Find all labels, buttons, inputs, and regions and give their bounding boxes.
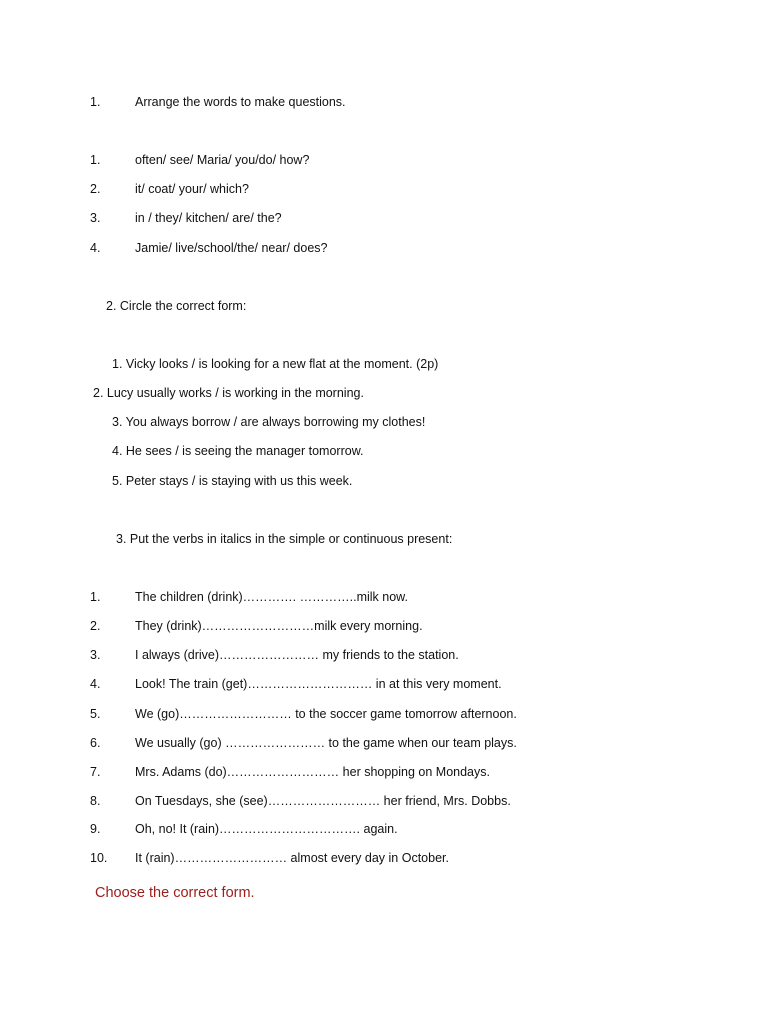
section2-item: 3. You always borrow / are always borrowing my clothes!	[112, 415, 426, 429]
section3-item-number: 9.	[90, 822, 101, 836]
section3-item-text: I always (drive)…………………… my friends to the station.	[135, 648, 459, 662]
section2-item: 1. Vicky looks / is looking for a new flat at the moment. (2p)	[112, 357, 439, 371]
footer-note: Choose the correct form.	[95, 885, 255, 901]
section1-heading: Arrange the words to make questions.	[135, 95, 346, 109]
section3-item-text: We usually (go) …………………… to the game when our team plays.	[135, 736, 517, 750]
section1-item-number: 3.	[90, 211, 101, 225]
section3-item-text: On Tuesdays, she (see)……………………… her friend, Mrs. Dobbs.	[135, 794, 511, 808]
section3-item-number: 6.	[90, 736, 101, 750]
section1-heading-number: 1.	[90, 95, 101, 109]
section3-item-number: 10.	[90, 851, 108, 865]
section3-item-text: The children (drink)…………. …………..milk now.	[135, 590, 408, 604]
section2-item: 5. Peter stays / is staying with us this week.	[112, 474, 353, 488]
section1-item-text: Jamie/ live/school/the/ near/ does?	[135, 241, 328, 255]
section3-item-number: 1.	[90, 590, 101, 604]
section3-item-number: 3.	[90, 648, 101, 662]
section1-item-text: it/ coat/ your/ which?	[135, 182, 249, 196]
section2-item: 2. Lucy usually works / is working in the morning.	[93, 386, 364, 400]
section3-item-text: They (drink)………………………milk every morning.	[135, 619, 423, 633]
section3-item-number: 8.	[90, 794, 101, 808]
section1-item-number: 2.	[90, 182, 101, 196]
section3-item-number: 5.	[90, 707, 101, 721]
section3-item-text: Oh, no! It (rain)……………………………. again.	[135, 822, 398, 836]
section3-item-text: It (rain)……………………… almost every day in October.	[135, 851, 449, 865]
section1-item-text: in / they/ kitchen/ are/ the?	[135, 211, 282, 225]
section2-heading: 2. Circle the correct form:	[106, 299, 247, 313]
section1-item-number: 1.	[90, 153, 101, 167]
section3-item-number: 7.	[90, 765, 101, 779]
section3-item-number: 4.	[90, 677, 101, 691]
section3-item-text: Mrs. Adams (do)……………………… her shopping on Mondays.	[135, 765, 490, 779]
section3-item-number: 2.	[90, 619, 101, 633]
section3-item-text: We (go)……………………… to the soccer game tomorrow afternoon.	[135, 707, 517, 721]
section1-item-number: 4.	[90, 241, 101, 255]
section3-item-text: Look! The train (get)………………………… in at this very moment.	[135, 677, 502, 691]
section2-item: 4. He sees / is seeing the manager tomorrow.	[112, 444, 364, 458]
section1-item-text: often/ see/ Maria/ you/do/ how?	[135, 153, 310, 167]
section3-heading: 3. Put the verbs in italics in the simple or continuous present:	[116, 532, 453, 546]
